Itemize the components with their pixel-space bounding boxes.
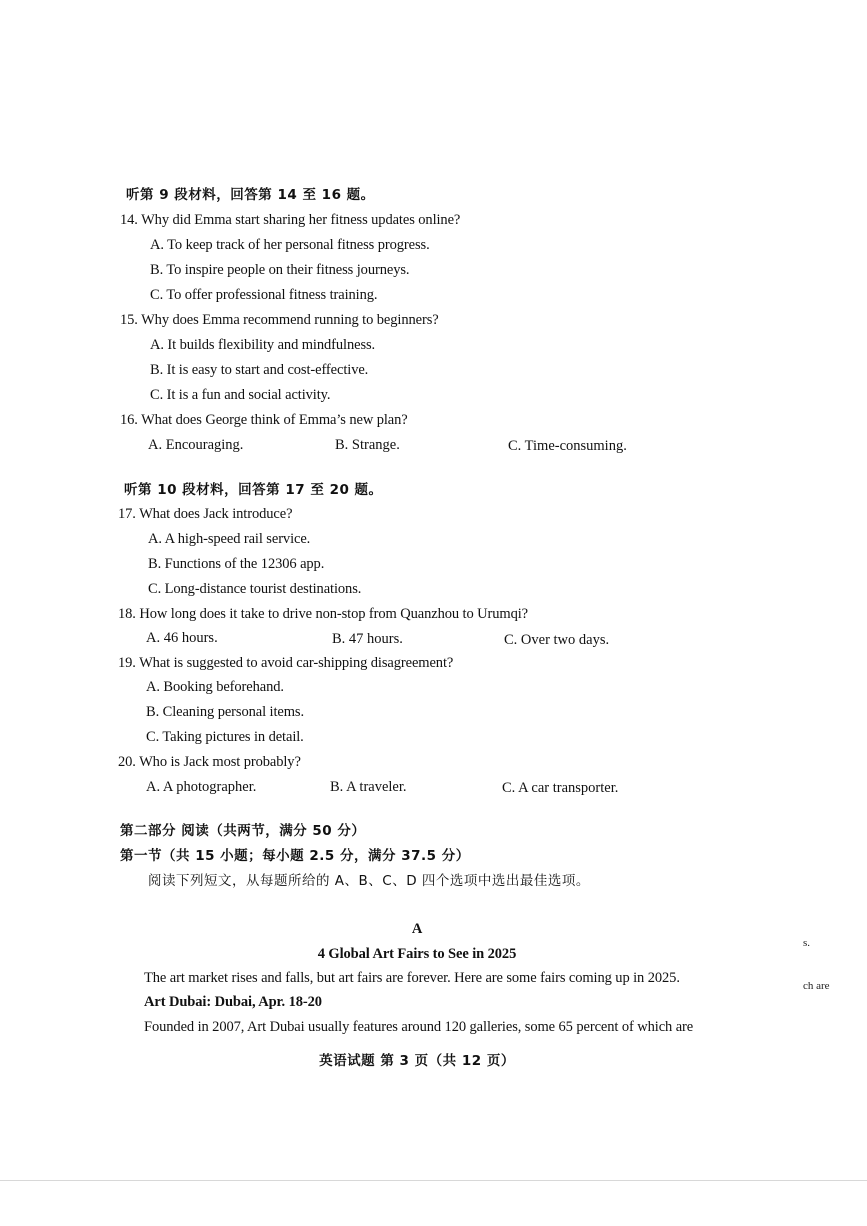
reading-instruction: 阅读下列短文，从每题所给的 A、B、C、D 四个选项中选出最佳选项。 [148,873,590,889]
passage-title: 4 Global Art Fairs to See in 2025 [317,946,517,962]
question-19-option-a: A. Booking beforehand. [146,679,284,695]
question-20-option-b: B. A traveler. [330,779,407,795]
reading-part-header: 第二部分 阅读（共两节，满分 50 分） [120,823,366,839]
question-20-option-c: C. A car transporter. [502,780,619,796]
edge-fragment-1: s. [803,937,811,949]
question-17-stem: 17. What does Jack introduce? [118,506,293,522]
question-19-stem: 19. What is suggested to avoid car-shipping disagreement? [118,655,454,671]
passage-intro: The art market rises and falls, but art fairs are forever. Here are some fairs coming up in 2025. [144,970,680,986]
reading-section-header: 第一节（共 15 小题；每小题 2.5 分，满分 37.5 分） [120,848,470,864]
edge-fragment-2: ch are [803,980,830,992]
question-17-option-a: A. A high-speed rail service. [148,531,311,547]
question-16-stem: 16. What does George think of Emma’s new plan? [120,412,408,428]
question-16-option-c: C. Time-consuming. [508,438,627,454]
question-18-option-a: A. 46 hours. [146,630,218,646]
question-16-option-a: A. Encouraging. [148,437,244,453]
question-17-option-c: C. Long-distance tourist destinations. [148,581,362,597]
question-15-option-b: B. It is easy to start and cost-effective. [150,362,369,378]
passage-letter: A [411,921,423,937]
question-20-option-a: A. A photographer. [146,779,257,795]
question-18-option-c: C. Over two days. [504,632,610,648]
question-19-option-b: B. Cleaning personal items. [146,704,304,720]
question-15-option-c: C. It is a fun and social activity. [150,387,331,403]
page-footer: 英语试题 第 3 页（共 12 页） [319,1053,515,1069]
section-10-header: 听第 10 段材料，回答第 17 至 20 题。 [124,482,383,498]
fair-1-text: Founded in 2007, Art Dubai usually features around 120 galleries, some 65 percent of which are [144,1019,694,1035]
question-15-stem: 15. Why does Emma recommend running to beginners? [120,312,439,328]
fair-1-heading: Art Dubai: Dubai, Apr. 18-20 [144,994,322,1010]
question-18-stem: 18. How long does it take to drive non-stop from Quanzhou to Urumqi? [118,606,529,622]
question-14-option-a: A. To keep track of her personal fitness progress. [150,237,430,253]
section-9-header: 听第 9 段材料，回答第 14 至 16 题。 [126,187,375,203]
question-20-stem: 20. Who is Jack most probably? [118,754,301,770]
question-18-option-b: B. 47 hours. [332,631,403,647]
bottom-divider [0,1180,867,1181]
question-14-stem: 14. Why did Emma start sharing her fitness updates online? [120,212,461,228]
question-16-option-b: B. Strange. [335,437,400,453]
question-15-option-a: A. It builds flexibility and mindfulness. [150,337,376,353]
question-19-option-c: C. Taking pictures in detail. [146,729,304,745]
question-17-option-b: B. Functions of the 12306 app. [148,556,325,572]
question-14-option-b: B. To inspire people on their fitness journeys. [150,262,410,278]
question-14-option-c: C. To offer professional fitness training. [150,287,378,303]
